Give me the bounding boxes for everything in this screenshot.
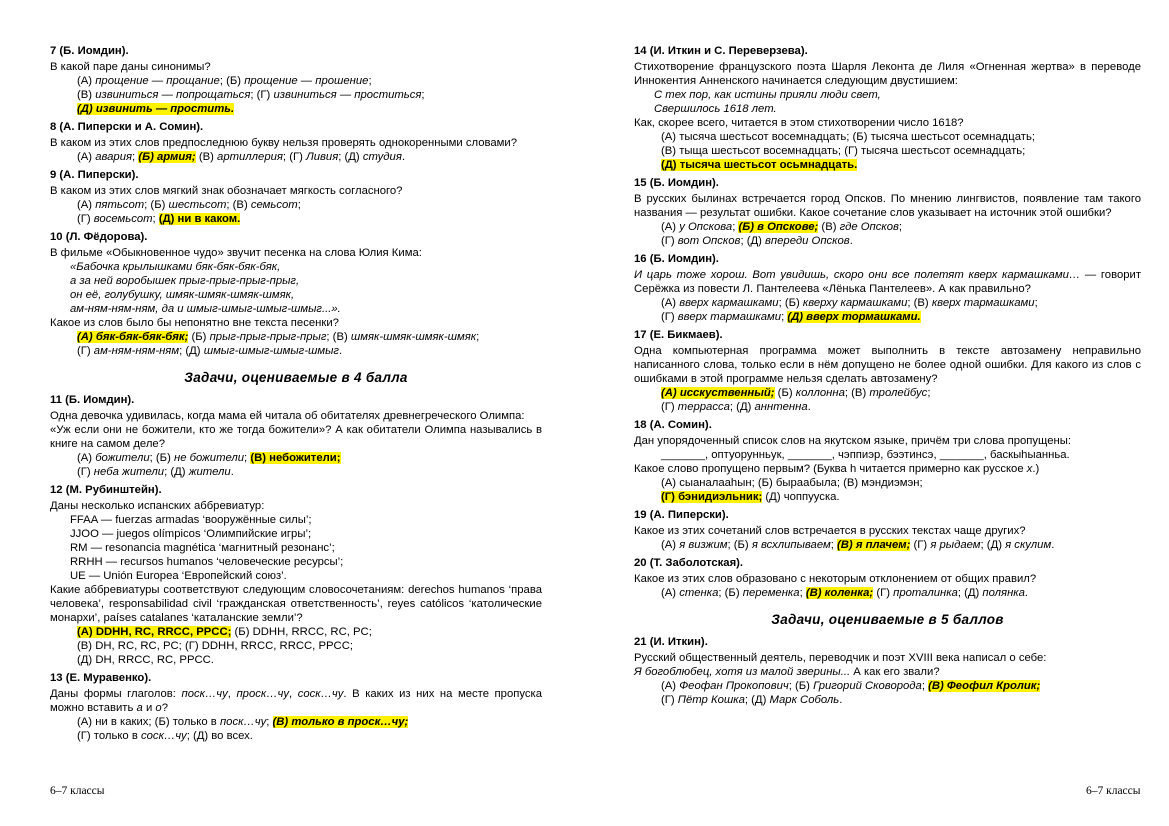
answer-line [50, 465, 542, 479]
option-b-text: прощение — прошение [244, 75, 369, 87]
option-b-label: ; (Б) [219, 75, 245, 87]
punct: ; [921, 680, 929, 692]
question-stem: В каком из этих слов мягкий знак обозначает мягкость согласного? [50, 185, 403, 197]
answer-line [634, 310, 1141, 324]
option-b-label: ; (Б) [727, 539, 752, 551]
option-v-text: семьсот [250, 199, 298, 211]
punct: ; [830, 539, 838, 551]
question-heading: 15 (Б. Иомдин). [634, 177, 719, 189]
answer-line [50, 88, 542, 102]
stem-text: А как его звали? [850, 666, 940, 678]
option-a-label: (А) [77, 199, 96, 211]
option-g-text: вверх тармашками [677, 311, 782, 323]
answer-line [50, 451, 542, 465]
punct: ; [297, 199, 301, 211]
option-g-text: проталинка [893, 587, 958, 599]
punct: ; [132, 151, 139, 163]
option-d-label: ; (Д) [179, 345, 204, 357]
option-g-text: извиниться — проститься [273, 89, 422, 101]
verb-form: проск…чу [236, 688, 290, 700]
question-heading: 10 (Л. Фёдорова). [50, 231, 148, 243]
question-15 [634, 176, 1141, 248]
quote-text: Я богоблюбец, хотя из малой зверины... [634, 666, 851, 678]
option-g-label: (Г) [661, 694, 678, 706]
option-d-label: ; (Д) [744, 694, 770, 706]
question-heading: 13 (Е. Муравенко). [50, 672, 152, 684]
punct: . [230, 466, 234, 478]
stem-text: Даны формы глаголов: [50, 688, 182, 700]
punct: , [289, 688, 298, 700]
option-b-text: кверху кармашками [802, 297, 908, 309]
answer-line [634, 386, 1141, 400]
punct: ; [368, 75, 372, 87]
option-g-text: соск…чу [140, 730, 187, 742]
option-v-text: где Опсков [839, 221, 899, 233]
option-d-label: ; (Д) [980, 539, 1006, 551]
option-b-label: ; (Б) [788, 680, 814, 692]
correct-answer-highlight: (Б) в Опскове; [738, 221, 819, 233]
option-b-text: Григорий Сковорода [813, 680, 922, 692]
question-stem: Даны несколько испанских аббревиатур: [50, 500, 265, 512]
punct: . [849, 235, 853, 247]
answer-line [50, 74, 542, 88]
abbreviation-line: FFAA — fuerzas armadas ‘вооружённые силы’; [70, 514, 312, 526]
option-d: (Д) чоппууска. [762, 491, 840, 503]
correct-answer-highlight: (В) Феофил Кролик; [928, 680, 1041, 692]
question-text [634, 462, 1141, 476]
answer-line [50, 715, 542, 729]
punct: . [807, 401, 811, 413]
question-heading: 16 (Б. Иомдин). [634, 253, 719, 265]
option-a-label: (А) [77, 75, 96, 87]
option-d: ; (Д) во всех. [186, 730, 253, 742]
question-heading: 11 (Б. Иомдин). [50, 394, 135, 406]
option-d-text: шмыг-шмыг-шмыг-шмыг [203, 345, 339, 357]
option-a-text: прощение — прощание [95, 75, 220, 87]
verse-line: а за ней воробышек прыг-прыг-прыг-прыг, [70, 275, 300, 287]
letter: а [136, 702, 143, 714]
correct-answer-highlight: (А) исскуственный; [661, 387, 775, 399]
punct: ; [152, 213, 159, 225]
option-g-label: (Г) [910, 539, 931, 551]
option-g-label: (Г) только в [77, 730, 141, 742]
left-column [50, 40, 542, 743]
question-9 [50, 168, 542, 226]
option-a-label: (А) [77, 452, 96, 464]
question-18 [634, 418, 1141, 504]
question-8 [50, 120, 542, 164]
question-13 [50, 671, 542, 743]
question-stem: «Уж если они не божители, кто же тогда божители»? А как обитатели Олимпа назывались в книге на самом деле? [50, 424, 542, 450]
abbreviation-line: RRHH — recursos humanos ‘человеческие ресурсы’; [70, 556, 344, 568]
correct-answer-highlight: (В) только в проск…чу; [272, 716, 409, 728]
question-16 [634, 252, 1141, 324]
correct-answer-highlight: (А) DDHH, RC, RRCC, PPCC; [77, 626, 232, 638]
question-heading: 21 (И. Иткин). [634, 636, 708, 648]
question-stem: Одна девочка удивилась, когда мама ей читала об обитателях древнегреческого Олимпа: [50, 410, 525, 422]
punct: .) [1032, 463, 1040, 475]
option-b-label: (Б) [774, 387, 796, 399]
question-stem: Какое из этих сочетаний слов встречается в русских текстах чаще других? [634, 525, 1026, 537]
correct-answer-highlight: (А) бяк-бяк-бяк-бяк; [77, 331, 189, 343]
option-b-text: не божители [173, 452, 245, 464]
option-a-text: вверх кармашками [679, 297, 779, 309]
option-g-label: (Г) [661, 235, 678, 247]
option-a-text: у Опскова [679, 221, 733, 233]
option-g-label: (Г) [661, 401, 678, 413]
correct-answer-highlight: (Б) армия; [138, 151, 196, 163]
option-a-text: пятьсот [95, 199, 145, 211]
option-v-label: ; (В) [907, 297, 932, 309]
option-b: (Б) DDHH, RRCC, RC, PC; [231, 626, 372, 638]
question-heading: 7 (Б. Иомдин). [50, 45, 129, 57]
punct: ; [898, 221, 903, 233]
section-heading-4-points: Задачи, оцениваемые в 4 балла [184, 370, 408, 385]
stem-text: — говорит Серёжка из повести Л. Пантелеева «Лёнька Пантелеев». А как правильно? [634, 269, 1141, 295]
verse-line: Свершилось 1618 лет. [654, 103, 777, 115]
option-d-text: жители [188, 466, 231, 478]
option-d-label: ; (Д) [729, 401, 755, 413]
punct: ; [476, 331, 480, 343]
answer-line: (А) тысяча шестьсот восемнадцать; (Б) тысяча шестьсот осемнадцать; [661, 131, 1035, 143]
option-b-label: (Б) [188, 331, 210, 343]
option-d-text: студия [362, 151, 402, 163]
right-column [634, 40, 1141, 707]
question-11 [50, 393, 542, 479]
answer-line [50, 102, 542, 116]
option-g-text: вот Опсков [677, 235, 741, 247]
question-heading: 20 (Т. Заболотская). [634, 557, 744, 569]
answer-line [50, 212, 542, 226]
option-v-text: извиниться — попрощаться [95, 89, 251, 101]
answer-line [634, 234, 1141, 248]
option-v-text: артиллерия [217, 151, 283, 163]
question-heading: 18 (А. Сомин). [634, 419, 712, 431]
question-stem: В какой паре даны синонимы? [50, 61, 211, 73]
option-a-label: (А) [661, 221, 680, 233]
question-heading: 14 (И. Иткин и С. Переверзева). [634, 45, 808, 57]
section-heading-5-points: Задачи, оцениваемые в 5 баллов [771, 612, 1004, 627]
answer-line [634, 296, 1141, 310]
question-10 [50, 230, 542, 358]
punct: ; [781, 311, 788, 323]
question-stem: Одна компьютерная программа может выполнить в тексте автозамену неправильно написанного слова, только если в нём допущено не более одной ошибки. Для какого из слов с ошибками в этой программе нельзя сделать автозамену? [634, 345, 1141, 385]
abbreviation-line: UE — Unión Europea ‘Европейский союз’. [70, 570, 287, 582]
option-v-text: кверх тармашками [931, 297, 1035, 309]
verse-line: он её, голубушку, шмяк-шмяк-шмяк-шмяк, [70, 289, 295, 301]
option-v-text: шмяк-шмяк-шмяк-шмяк [350, 331, 477, 343]
page-footer-right: 6–7 классы [1086, 785, 1141, 797]
punct: . [401, 151, 405, 163]
option-d-text: Марк Соболь [769, 694, 840, 706]
option-b-text: шестьсот [168, 199, 227, 211]
answer-line [634, 220, 1141, 234]
question-17 [634, 328, 1141, 414]
option-g-text: небa жители [93, 466, 165, 478]
question-heading: 19 (А. Пиперски). [634, 509, 729, 521]
word-list: _______, оптуорунньук, _______, чэппиэр, бээтинсэ, _______, баскыһыанньа. [661, 449, 1070, 461]
answer-line [50, 150, 542, 164]
option-b-label: ; (Б) [718, 587, 743, 599]
option-g-label: ; (Г) [282, 151, 306, 163]
question-text: Какое из слов было бы непонятно вне текста песенки? [50, 317, 339, 329]
option-a-label: (А) [661, 297, 680, 309]
question-20 [634, 556, 1141, 600]
answer-line [634, 586, 1141, 600]
question-stem [50, 687, 542, 715]
correct-answer-highlight: (Г) бэнидиэльник; [661, 491, 763, 503]
question-7 [50, 44, 542, 116]
question-text: Как, скорее всего, читается в этом стихотворении число 1618? [634, 117, 964, 129]
quote-text: И царь тоже хорош. Вот увидишь, скоро они все полетят кверх кармашками… [634, 269, 1081, 281]
letter: х [1026, 463, 1033, 475]
option-g-text: терраcса [677, 401, 730, 413]
option-a-label: (А) [661, 539, 680, 551]
option-g-label: (Г) [873, 587, 894, 599]
question-heading: 8 (А. Пиперски и А. Сомин). [50, 121, 204, 133]
question-stem: В каком из этих слов предпоследнюю букву нельзя проверять однокоренными словами? [50, 137, 517, 149]
answer-line [50, 344, 542, 358]
punct: ? [161, 702, 168, 714]
question-heading: 12 (М. Рубинштейн). [50, 484, 162, 496]
option-d-text: я скулим [1005, 539, 1052, 551]
correct-answer-highlight: (В) небожители; [250, 452, 341, 464]
stem-text: и [142, 702, 156, 714]
option-g-label: (Г) [77, 345, 94, 357]
question-heading: 17 (Е. Бикмаев). [634, 329, 723, 341]
correct-answer-highlight: (Д) вверх тормашками. [787, 311, 921, 323]
punct: . [1024, 587, 1029, 599]
option-d-label: ; (Д) [740, 235, 766, 247]
option-a-label: (А) [77, 151, 96, 163]
punct: . [1051, 539, 1055, 551]
option-g-text: я рыдаем [930, 539, 981, 551]
punct: ; [1034, 297, 1038, 309]
option-a-text: я визжим [679, 539, 728, 551]
stem-text: . В каких из них на месте пропуска можно вставить [50, 688, 542, 714]
verse-line: ам-ням-ням-ням, да и шмыг-шмыг-шмыг-шмыг...». [70, 303, 341, 315]
question-21 [634, 635, 1141, 707]
option-a-text: Феофан Прокопович [679, 680, 789, 692]
punct: ; [732, 221, 739, 233]
option-d-label: ; (Д) [957, 587, 983, 599]
option-g-text: восемьсот [93, 213, 153, 225]
question-stem: Русский общественный деятель, переводчик и поэт XVIII века написал о себе: [634, 652, 1047, 664]
verse-line: С тех пор, как истины прияли люди свет, [654, 89, 881, 101]
correct-answer-highlight: (Д) извинить — простить. [77, 103, 235, 115]
question-stem: Стихотворение французского поэта Шарля Леконта де Лиля «Огненная жертва» в переводе Иннокентия Анненского начинается следующим двустишием: [634, 61, 1141, 87]
abbreviation-line: JJOO — juegos olímpicos ‘Олимпийские игры’; [70, 528, 312, 540]
option-v-label: (В) [818, 221, 840, 233]
question-stem: В русских былинах встречается город Опсков. По мнению лингвистов, появление там такого названия — результат ошибки. Какое сочетание слов указывает на источник этой ошибки? [634, 193, 1141, 219]
option-v-label: ; (В) [326, 331, 351, 343]
punct: ; [266, 716, 273, 728]
option-v-label: (В) [77, 89, 96, 101]
answer-line [634, 400, 1141, 414]
answer-line: (В) тыща шестьсот восемнадцать; (Г) тысяча шестьсот осемнадцать; [661, 145, 1026, 157]
option-b-text: прыг-прыг-прыг-прыг [209, 331, 327, 343]
abbreviation-line: RM — resonancia magnética ‘магнитный резонанс’; [70, 542, 335, 554]
option-g-text: Ливия [305, 151, 339, 163]
option-g-text: ам-ням-ням-ням [93, 345, 180, 357]
option-a-label: (А) [661, 587, 680, 599]
option-v-label: (В) [195, 151, 218, 163]
question-text [634, 665, 1141, 679]
answer-line: (В) DH, RC, RC, PC; (Г) DDHH, RRCC, RRCC, PPCC; [77, 640, 353, 652]
punct: ; [927, 387, 931, 399]
option-b-text: коллонна [795, 387, 845, 399]
question-14 [634, 44, 1141, 172]
punct: ; [799, 587, 806, 599]
answer-line [634, 538, 1141, 552]
question-text: Какие аббревиатуры соответствуют следующим словосочетаниям: derechos humanos ‘права человека’, responsabilidad civil ‘гражданская ответственность’, reyes católicos ‘католические монархи’, países catalanes ‘каталанские земли’? [50, 584, 542, 624]
answer-line [634, 693, 1141, 707]
verse-line: «Бабочка крылышками бяк-бяк-бяк-бяк, [70, 261, 281, 273]
option-g-label: (Г) [77, 213, 94, 225]
option-v-label: ; (В) [844, 387, 870, 399]
answer-line [50, 625, 542, 639]
page-footer-left: 6–7 классы [50, 785, 105, 797]
question-stem: Какое из этих слов образовано с некоторым отклонением от общих правил? [634, 573, 1037, 585]
option-d-text: впереди Опсков [765, 235, 850, 247]
correct-answer-highlight: (Д) тысяча шестьсот осьмнадцать. [661, 159, 858, 171]
question-19 [634, 508, 1141, 552]
question-stem [634, 268, 1141, 296]
option-g-text: Пётр Кошка [677, 694, 745, 706]
answer-line [50, 330, 542, 344]
option-b-text: переменка [742, 587, 800, 599]
option-b-label: ; (Б) [778, 297, 803, 309]
option-v-text: тролейбус [869, 387, 928, 399]
option-b-text: поск…чу [219, 716, 267, 728]
answer-line [50, 198, 542, 212]
answer-line: (Д) DH, RRCC, RC, PPCC. [77, 654, 214, 666]
punct: . [339, 345, 343, 357]
correct-answer-highlight: (В) коленка; [805, 587, 874, 599]
correct-answer-highlight: (В) я плачем; [837, 539, 911, 551]
option-d-label: ; (Д) [338, 151, 363, 163]
verb-form: соск…чу [297, 688, 344, 700]
option-d-text: полянка [982, 587, 1025, 599]
answer-line [50, 729, 542, 743]
option-g-label: (Г) [661, 311, 678, 323]
option-d-label: ; (Д) [164, 466, 189, 478]
punct: ; [244, 452, 251, 464]
answer-line [634, 679, 1141, 693]
option-v-label: ; (В) [226, 199, 251, 211]
verb-form: поск…чу [181, 688, 228, 700]
option-a-text: авария [95, 151, 133, 163]
option-b-label: ; (Б) [144, 199, 169, 211]
stem-text: Какое слово пропущено первым? (Буква һ читается примерно как русское [634, 463, 1027, 475]
punct: . [839, 694, 843, 706]
punct: , [227, 688, 237, 700]
option-a-text: божители [95, 452, 150, 464]
question-stem: Дан упорядоченный список слов на якутском языке, причём три слова пропущены: [634, 435, 1072, 447]
question-heading: 9 (А. Пиперски). [50, 169, 139, 181]
question-12 [50, 483, 542, 667]
option-b-text: я всхлипываем [751, 539, 831, 551]
answer-line [634, 490, 1141, 504]
option-a-text: стенка [679, 587, 719, 599]
option-g-label: ; (Г) [250, 89, 274, 101]
option-a-label: (А) [661, 680, 680, 692]
question-stem: В фильме «Обыкновенное чудо» звучит песенка на слова Юлия Кима: [50, 247, 422, 259]
punct: ; [421, 89, 425, 101]
correct-answer-highlight: (Д) ни в каком. [158, 213, 241, 225]
option-d-text: аннтенна [754, 401, 808, 413]
answer-line [634, 158, 1141, 172]
answer-line: (А) сыаналааһын; (Б) быраабыла; (В) мэндиэмэн; [661, 477, 923, 489]
letter: о [155, 702, 162, 714]
option-b-label: ; (Б) [149, 452, 174, 464]
option-a-b: (А) ни в каких; (Б) только в [77, 716, 220, 728]
option-g-label: (Г) [77, 466, 94, 478]
